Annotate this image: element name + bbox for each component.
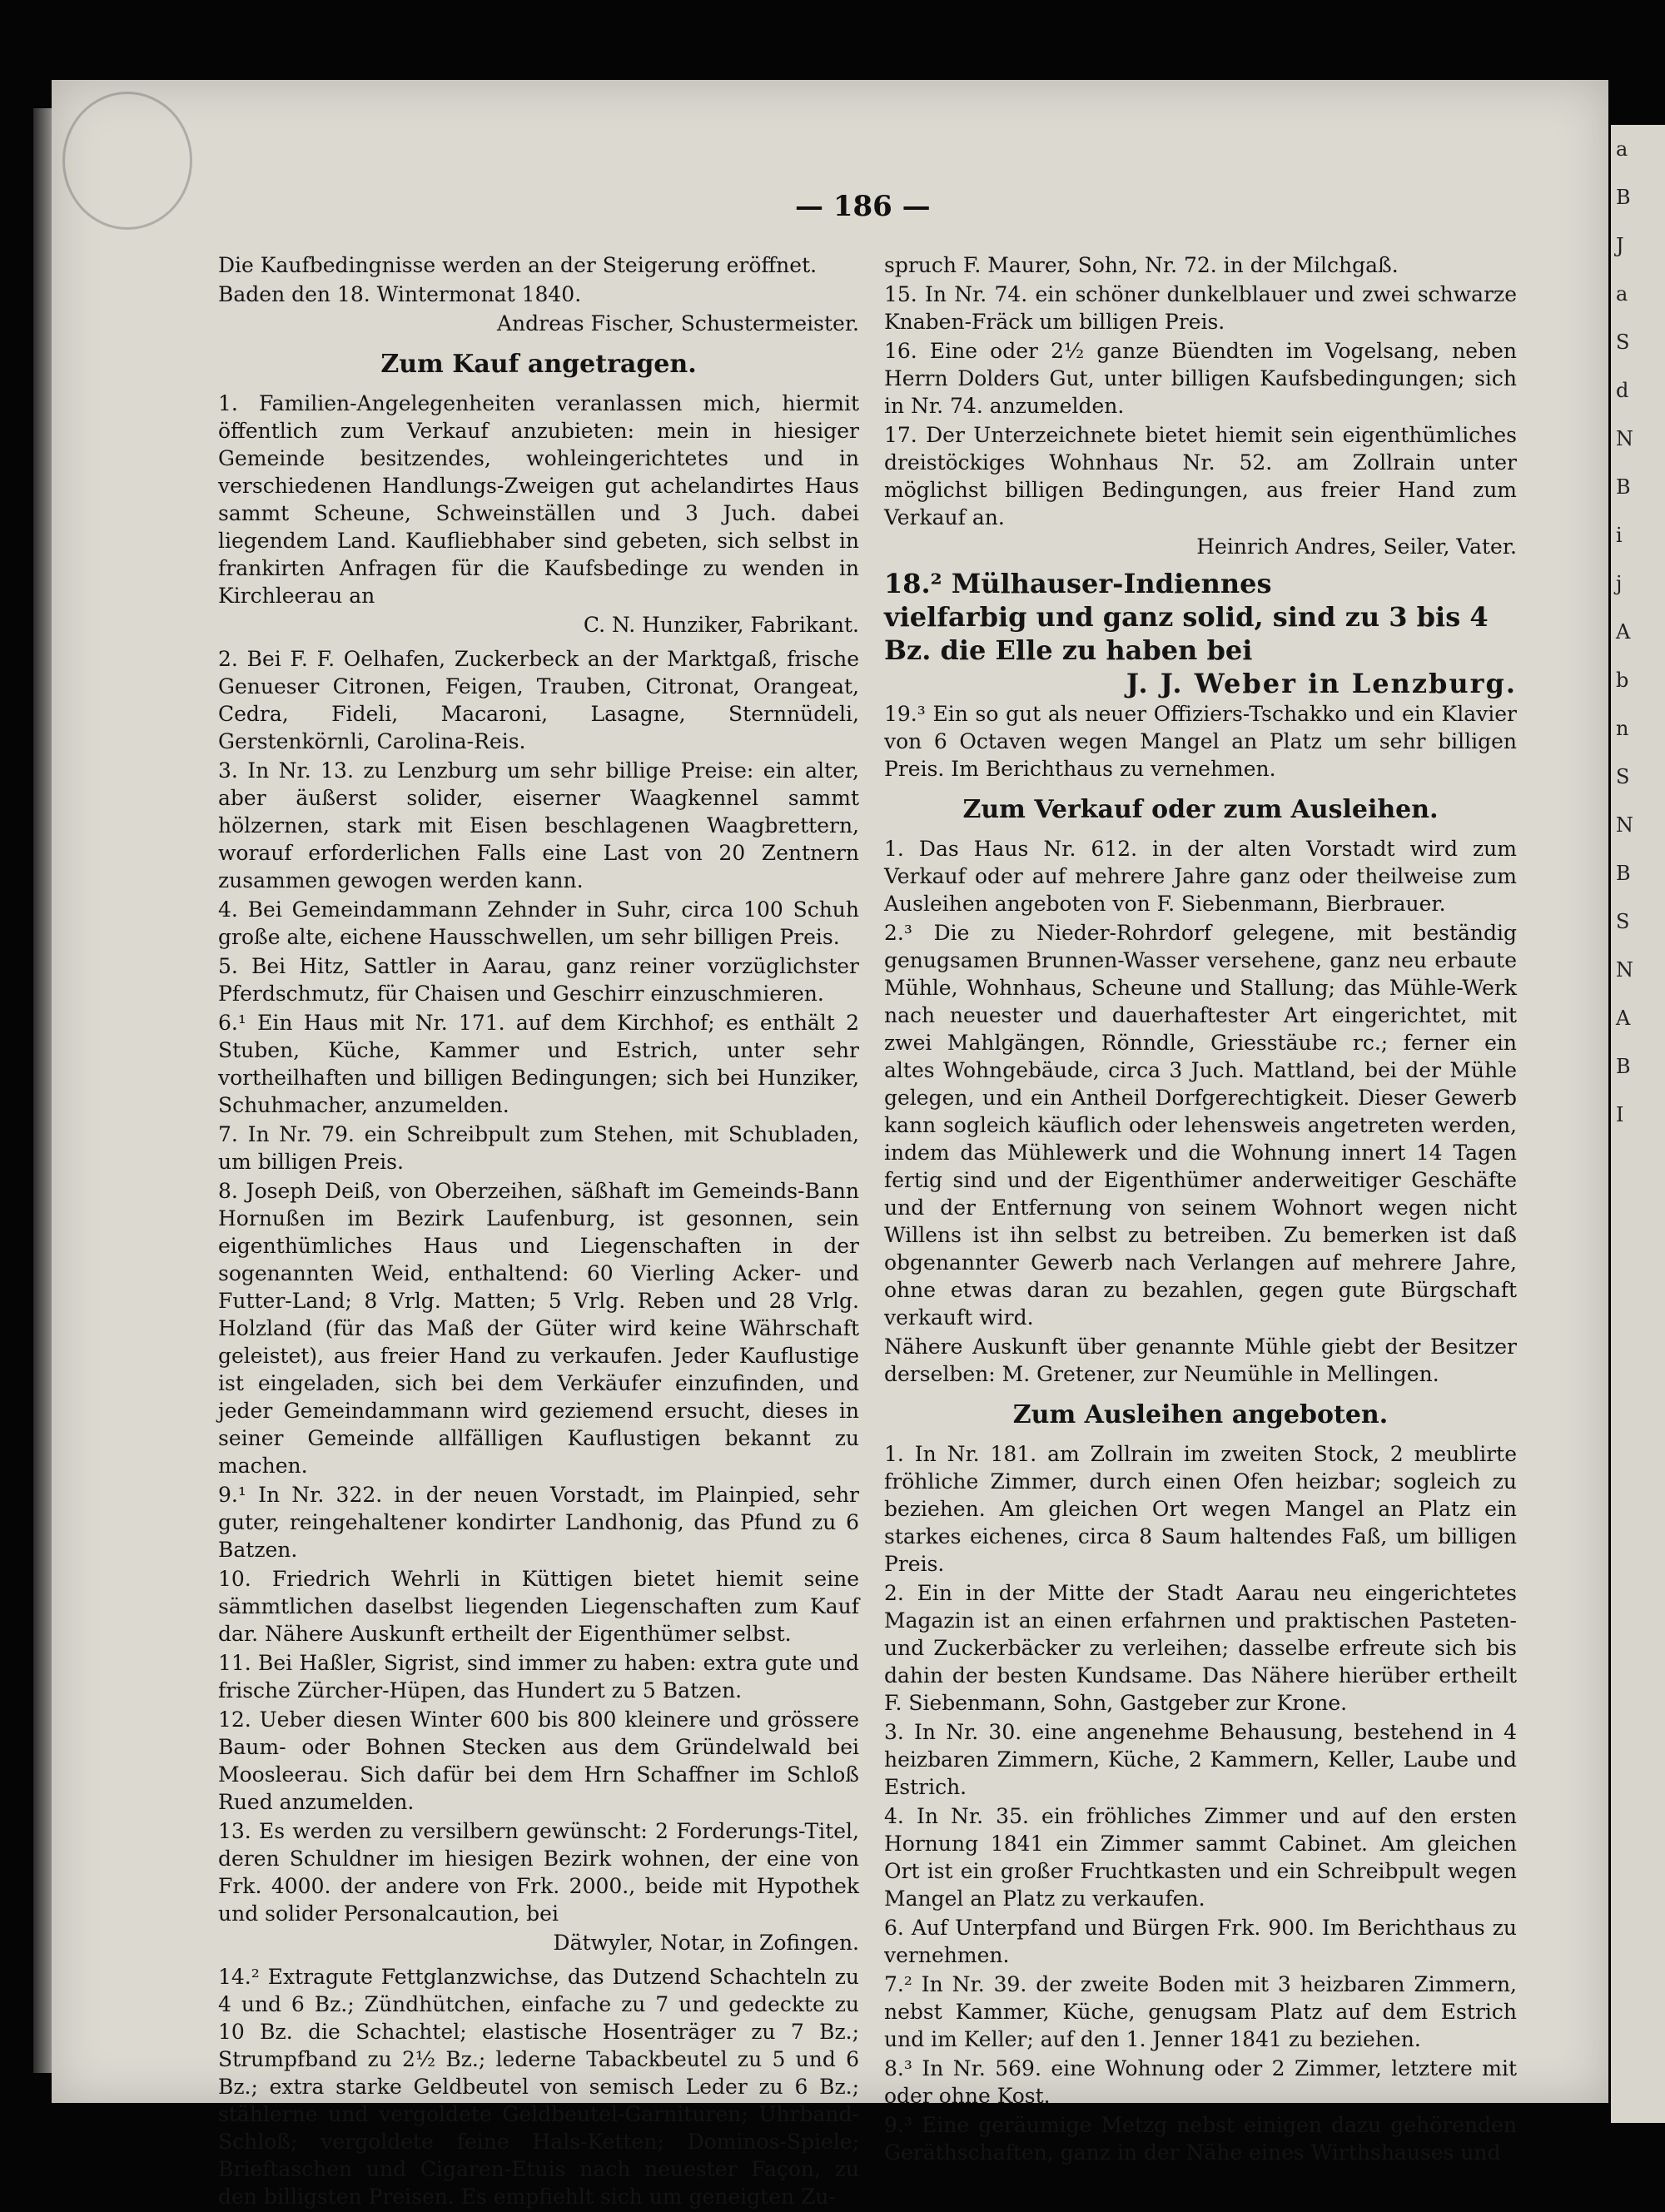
strip-letter: a [1616, 282, 1628, 306]
strip-letter: a [1616, 137, 1628, 161]
listing-item: 14.² Extragute Fettglanzwichse, das Dutzend Schachteln zu 4 und 6 Bz.; Zündhütchen, einfache zu 7 und gedeckte zu 10 Bz. die Schachtel; elastische Hosenträger zu 7 Bz.; Strumpfband zu 2½ Bz.; lederne Tabackbeutel zu 5 und 6 Bz.; extra starke Geldbeutel von semisch Leder zu 6 Bz.; stählerne und vergoldete Geldbeutel-Garnituren; Uhrband-Schloß; vergoldete feine Hals-Ketten; Dominos-Spiele; Brieftaschen und Cigaren-Etuis nach neuester Façon, zu den billigsten Preisen. Es empfiehlt sich um geneigten Zu- [218, 1965, 859, 2209]
listing-item: 16. Eine oder 2½ ganze Büendten im Vogelsang, neben Herrn Dolders Gut, unter billigen Kaufsbedingungen; sich in Nr. 74. anzumelden. [884, 339, 1517, 418]
signature: C. N. Hunziker, Fabrikant. [583, 613, 859, 637]
strip-letter: b [1616, 669, 1629, 692]
listing-item: 19.³ Ein so gut als neuer Offiziers-Tschakko und ein Klavier von 6 Octaven wegen Mangel an Platz um sehr billigen Preis. Im Berichthaus zu vernehmen. [884, 702, 1517, 781]
listing-item: 17. Der Unterzeichnete bietet hiemit sein eigenthümliches dreistöckiges Wohnhaus Nr. 52. am Zollrain unter möglichst billigen Bedingungen, aus freier Hand zum Verkauf an. [884, 423, 1517, 529]
listing-item: 11. Bei Haßler, Sigrist, sind immer zu haben: extra gute und frische Zürcher-Hüpen, das Hundert zu 5 Batzen. [218, 1651, 859, 1702]
strip-letter: d [1616, 379, 1629, 402]
listing-item: 4. In Nr. 35. ein fröhliches Zimmer und auf den ersten Hornung 1841 ein Zimmer sammt Cabinet. Am gleichen Ort ist ein großer Fruchtkasten und ein Schreibpult wegen Mangel an Platz zu verkaufen. [884, 1804, 1517, 1911]
signature: Dätwyler, Notar, in Zofingen. [553, 1931, 859, 1955]
listing-item: 13. Es werden zu versilbern gewünscht: 2 Forderungs-Titel, deren Schuldner im hiesigen Bezirk wohnen, der eine von Frk. 4000. der andere von Frk. 2000., beide mit Hypothek und solider Personalcaution, bei [218, 1819, 859, 1926]
listing-item: 8. Joseph Deiß, von Oberzeihen, säßhaft im Gemeinds-Bann Hornußen im Bezirk Laufenburg, ist gesonnen, sein eigenthümliches Haus und Liegenschaften in der sogenannten Weid, enthaltend: 60 Vierling Acker- und Futter-Land; 8 Vrlg. Matten; 5 Vrlg. Reben und 28 Vrlg. Holzland (für das Maß der Güter wird keine Währschaft geleistet), aus freier Hand zu verkaufen. Jeder Kauflustige ist eingeladen, sich bei dem Verkäufer einzufinden, und jeder Gemeindammann wird geziemend ersucht, dieses in seiner Gemeinde allfälligen Kauflustigen bekannt zu machen. [218, 1179, 859, 1478]
page-edge [33, 108, 52, 2073]
ad-title: 18.² Mülhauser-Indiennes [884, 568, 1272, 599]
left-column [218, 251, 859, 2212]
intro-line: Die Kaufbedingnisse werden an der Steigerung eröffnet. [218, 253, 818, 277]
strip-letter: N [1616, 813, 1633, 837]
strip-letter: N [1616, 958, 1633, 982]
right-column [884, 251, 1517, 2168]
listing-item: 12. Ueber diesen Winter 600 bis 800 kleinere und grössere Baum- oder Bohnen Stecken aus dem Gründelwald bei Moosleerau. Sich dafür bei dem Hrn Schaffner im Schloß Rued anzumelden. [218, 1707, 859, 1814]
strip-letter: A [1616, 1007, 1631, 1030]
signature: Heinrich Andres, Seiler, Vater. [1196, 534, 1517, 559]
strip-letter: n [1616, 717, 1629, 740]
listing-item: 3. In Nr. 13. zu Lenzburg um sehr billige Preise: ein alter, aber äußerst solider, eiserner Waagkennel sammt hölzernen, stark mit Eisen beschlagenen Waagbrettern, worauf erforderlichen Falls eine Last von 20 Zentnern zusammen gewogen werden kann. [218, 758, 859, 892]
listing-item: 2. Bei F. F. Oelhafen, Zuckerbeck an der Marktgaß, frische Genueser Citronen, Feigen, Trauben, Citronat, Orangeat, Cedra, Fideli, Macaroni, Lasagne, Sternnüdeli, Gerstenkörnli, Carolina-Reis. [218, 647, 859, 753]
listing-item: 2.³ Die zu Nieder-Rohrdorf gelegene, mit beständig genugsamen Brunnen-Wasser versehene, ganz neu erbaute Mühle, Wohnhaus, Scheune und Stallung; das Mühle-Werk nach neuester und dauerhaftester Art eingerichtet, mit zwei Mahlgängen, Rönndle, Griesstäube rc.; ferner ein altes Wohngebäude, circa 3 Juch. Mattland, bei der Mühle gelegen, und ein Antheil Dorfgerechtigkeit. Dieser Gewerb kann sogleich käuflich oder lehensweis angetreten werden, indem das Mühlewerk und die Wohnung innert 14 Tagen fertig sind und der Eigenthümer anderweitiger Geschäfte und der Entfernung von seinem Wohnort wegen nicht Willens ist ihn selbst zu betreiben. Zu bemerken ist daß obgenannter Gewerb nach Verlangen auf mehrere Jahre, ohne etwas daran zu bezahlen, gegen gute Bürgschaft verkauft wird. [884, 921, 1517, 1330]
strip-letter: S [1616, 765, 1630, 788]
strip-letter: j [1616, 572, 1623, 595]
listing-item: 6. Auf Unterpfand und Bürgen Frk. 900. Im Berichthaus zu vernehmen. [884, 1916, 1517, 1967]
listing-item: 7. In Nr. 79. ein Schreibpult zum Stehen, mit Schubladen, um billigen Preis. [218, 1122, 859, 1174]
listing-item: 10. Friedrich Wehrli in Küttigen bietet hiemit seine sämmtlichen daselbst liegenden Liegenschaften zum Kauf dar. Nähere Auskunft ertheilt der Eigenthümer selbst. [218, 1567, 859, 1646]
listing-item: 6.¹ Ein Haus mit Nr. 171. auf dem Kirchhof; es enthält 2 Stuben, Küche, Kammer und Estrich, unter sehr vortheilhaften und billigen Bedingungen; sich bei Hunziker, Schuhmacher, anzumelden. [218, 1011, 859, 1117]
strip-letter: S [1616, 910, 1630, 933]
library-stamp [62, 92, 192, 230]
listing-item: 3. In Nr. 30. eine angenehme Behausung, bestehend in 4 heizbaren Zimmern, Küche, 2 Kammern, Keller, Laube und Estrich. [884, 1720, 1517, 1799]
listing-item: 1. In Nr. 181. am Zollrain im zweiten Stock, 2 meublirte fröhliche Zimmer, durch einen Ofen heizbar; sogleich zu beziehen. Am gleichen Ort wegen Mangel an Platz ein starkes eichenes, circa 8 Saum haltendes Faß, um billigen Preis. [884, 1442, 1517, 1576]
listing-item: 7.² In Nr. 39. der zweite Boden mit 3 heizbaren Zimmern, nebst Kammer, Küche, genugsam Platz auf dem Estrich und im Keller; auf den 1. Jenner 1841 zu beziehen. [884, 1972, 1517, 2051]
section-heading: Zum Verkauf oder zum Ausleihen. [962, 795, 1439, 824]
listing-item: Nähere Auskunft über genannte Mühle giebt der Besitzer derselben: M. Gretener, zur Neumühle in Mellingen. [884, 1335, 1517, 1386]
listing-item: 9.¹ In Nr. 322. in der neuen Vorstadt, im Plainpied, sehr guter, reingehaltener kondirter Landhonig, das Pfund zu 6 Batzen. [218, 1483, 859, 1562]
listing-item: 2. Ein in der Mitte der Stadt Aarau neu eingerichtetes Magazin ist an einen erfahrnen und praktischen Pasteten- und Zuckerbäcker zu verleihen; dasselbe erfreute sich bis dahin der besten Kundsame. Das Nähere hierüber ertheilt F. Siebenmann, Sohn, Gastgeber zur Krone. [884, 1581, 1517, 1715]
listing-item: 15. In Nr. 74. ein schöner dunkelblauer und zwei schwarze Knaben-Fräck um billigen Preis. [884, 282, 1517, 334]
strip-letter: B [1616, 1055, 1631, 1078]
section-heading: Zum Ausleihen angeboten. [1012, 1400, 1389, 1429]
strip-letter: J [1616, 234, 1624, 257]
strip-letter: S [1616, 331, 1630, 354]
strip-letter: A [1616, 620, 1631, 644]
strip-letter: B [1616, 475, 1631, 499]
strip-letter: N [1616, 427, 1633, 450]
listing-item: 5. Bei Hitz, Sattler in Aarau, ganz reiner vorzüglichster Pferdschmutz, für Chaisen und Geschirr einzuschmieren. [218, 954, 859, 1006]
listing-item: spruch F. Maurer, Sohn, Nr. 72. in der Milchgaß. [884, 253, 1399, 277]
strip-letter: B [1616, 186, 1631, 209]
adjacent-page-strip [1611, 125, 1665, 2123]
listing-item: 1. Das Haus Nr. 612. in der alten Vorstadt wird zum Verkauf oder auf mehrere Jahre ganz oder theilweise zum Ausleihen angeboten von F. Siebenmann, Bierbrauer. [884, 837, 1517, 916]
listing-item: 4. Bei Gemeindammann Zehnder in Suhr, circa 100 Schuh große alte, eichene Hausschwellen, um sehr billigen Preis. [218, 897, 859, 949]
listing-item: 9.³ Eine geräumige Metzg nebst einigen dazu gehörenden Geräthschaften, ganz in der Nähe eines Wirthshauses und [884, 2113, 1517, 2165]
ad-merchant: J. J. Weber in Lenzburg. [1126, 668, 1517, 699]
intro-line: Baden den 18. Wintermonat 1840. [218, 282, 582, 306]
section-heading: Zum Kauf angetragen. [380, 350, 697, 379]
listing-item: 8.³ In Nr. 569. eine Wohnung oder 2 Zimmer, letztere mit oder ohne Kost. [884, 2056, 1517, 2108]
ad-text: vielfarbig und ganz solid, sind zu 3 bis 4 Bz. die Elle zu haben bei [884, 601, 1489, 666]
signature: Andreas Fischer, Schustermeister. [496, 311, 859, 336]
listing-item: 1. Familien-Angelegenheiten veranlassen mich, hiermit öffentlich zum Verkauf anzubieten: mein in hiesiger Gemeinde besitzendes, wohleingerichtetes und in verschiedenen Handlungs-Zweigen gut achelandirtes Haus sammt Scheune, Schweinställen und 3 Juch. dabei liegendem Land. Kaufliebhaber sind gebeten, sich selbst in frankirten Anfragen für die Kaufsbedinge zu wenden in Kirchleerau an [218, 391, 859, 608]
strip-letter: i [1616, 524, 1623, 547]
page-number: — 186 — [795, 190, 931, 223]
strip-letter: I [1616, 1103, 1624, 1126]
strip-letter: B [1616, 862, 1631, 885]
display-advertisement [884, 567, 1517, 700]
